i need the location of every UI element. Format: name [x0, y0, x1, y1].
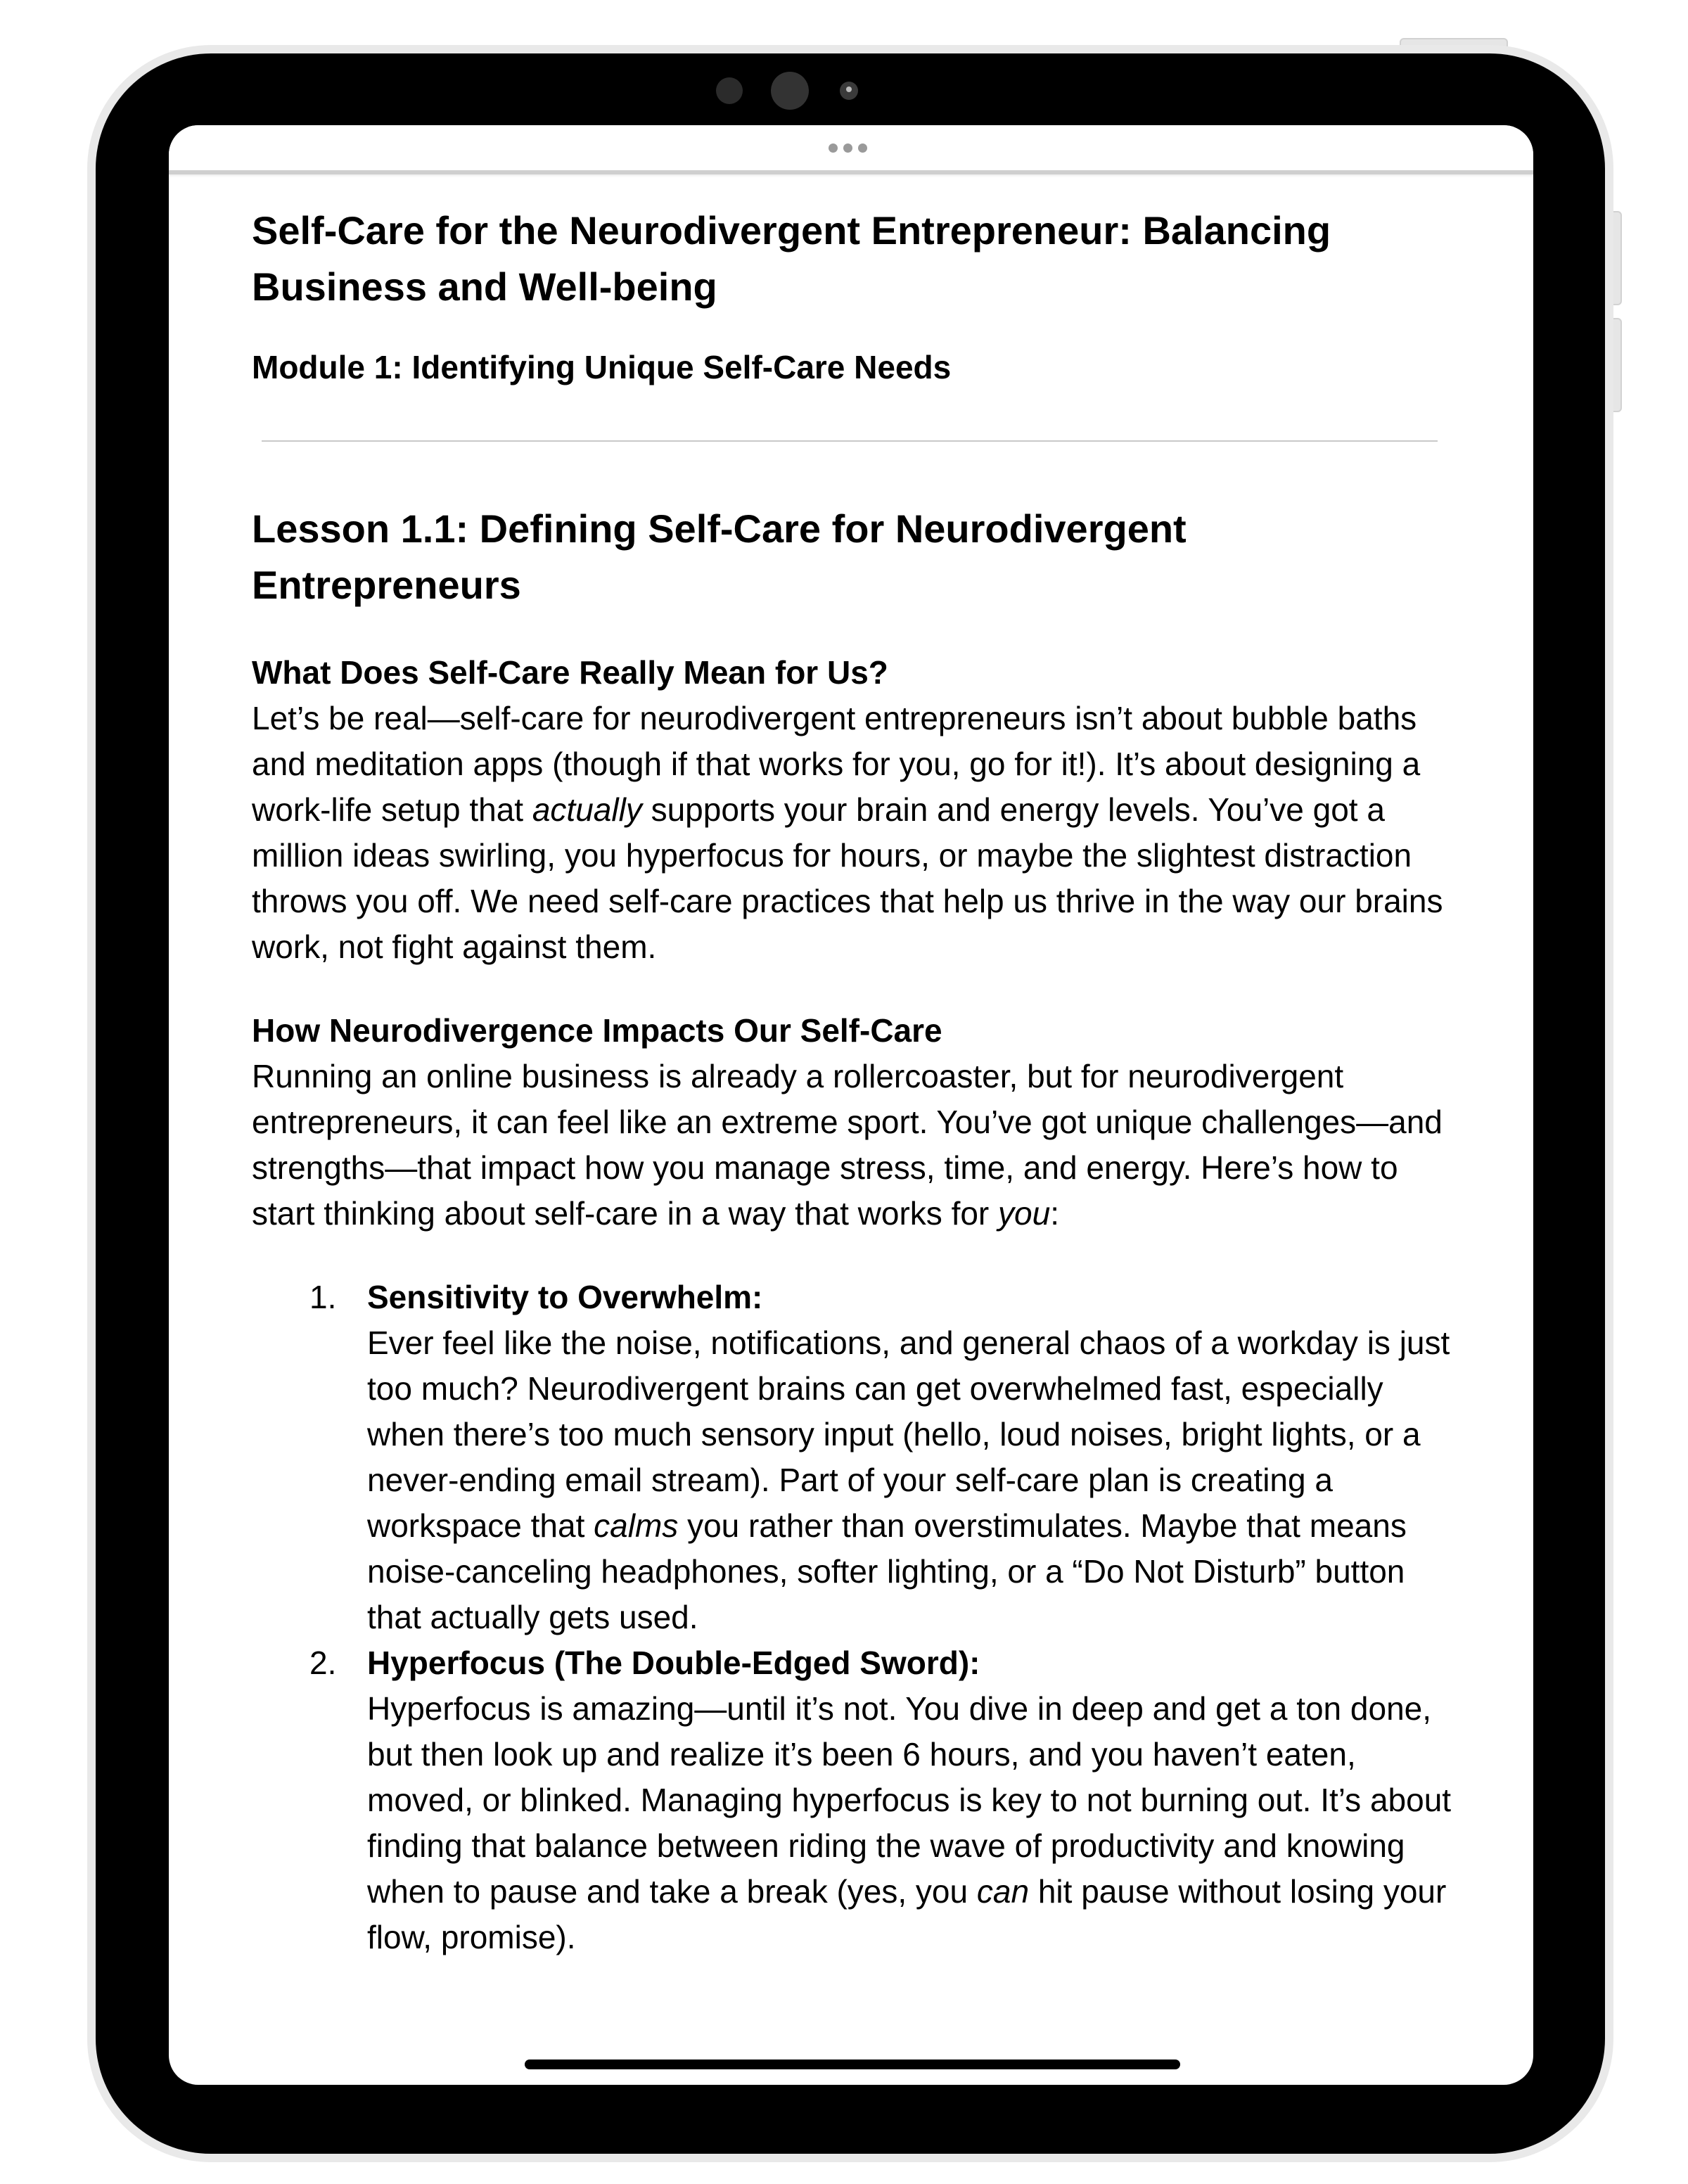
- list-item-text: Hyperfocus is amazing—until it’s not. You dive in deep and get a ton done, but then look up and realize it’s been 6 hours, and you haven’t eaten, moved, or blinked. Managing hyperfocus is key to not burning out. It’s about finding that balance between riding the wave of productivity and knowing when to pause and take a break (yes, you: [367, 1690, 1452, 1910]
- paragraph-text: :: [1050, 1195, 1059, 1232]
- section-heading: How Neurodivergence Impacts Our Self-Care: [252, 1012, 942, 1049]
- list-item-text: Ever feel like the noise, notifications, and general chaos of a workday is just too much? Neurodivergent brains can get overwhelmed fast, especially when there’s too much sensory input (hello, loud noises, bright lights, or a never-ending email stream). Part of your self-care plan is creating a workspace that: [367, 1324, 1450, 1544]
- more-options-icon[interactable]: [829, 143, 867, 153]
- section-neurodivergence-impacts: [252, 1008, 1462, 1237]
- section-paragraph: [252, 696, 1462, 970]
- numbered-list: [252, 1275, 1462, 1960]
- list-item-text: hit pause without losing your flow, promise).: [367, 1873, 1447, 1955]
- emphasis-text: actually: [532, 791, 642, 828]
- list-item-text: you rather than overstimulates. Maybe that means noise-canceling headphones, softer lighting, or a “Do Not Disturb” button that actually gets used.: [367, 1507, 1407, 1635]
- section-heading: What Does Self-Care Really Mean for Us?: [252, 654, 888, 691]
- sensor-icon: [716, 77, 743, 104]
- section-what-does-self-care-mean: [252, 650, 1462, 970]
- emphasis-text: you: [998, 1195, 1051, 1232]
- screen[interactable]: [169, 125, 1533, 2085]
- module-title: Module 1: Identifying Unique Self-Care Needs: [252, 349, 952, 385]
- paragraph-text: Running an online business is already a rollercoaster, but for neurodivergent entrepreneurs, it can feel like an extreme sport. You’ve got unique challenges—and strengths—that impact how you manage stress, time, and energy. Here’s how to start thinking about self-care in a way that works for: [252, 1058, 1443, 1232]
- paragraph-text: Let’s be real—self-care for neurodivergent entrepreneurs isn’t about bubble baths and meditation apps (though if that works for you, go for it!). It’s about designing a work-life setup that: [252, 700, 1421, 828]
- camera-lens-icon: [840, 82, 858, 100]
- list-number: 2.: [309, 1645, 337, 1681]
- emphasis-text: can: [976, 1873, 1030, 1910]
- horizontal-divider: [262, 440, 1438, 442]
- paragraph-text: supports your brain and energy levels. You’ve got a million ideas swirling, you hyperfocus for hours, or maybe the slightest distraction throws you off. We need self-care practices that help us thrive in the way our brains work, not fight against them.: [252, 791, 1443, 965]
- list-item: [252, 1275, 1462, 1640]
- lesson-title: Lesson 1.1: Defining Self-Care for Neurodivergent Entrepreneurs: [252, 506, 1187, 607]
- home-indicator[interactable]: [525, 2060, 1180, 2069]
- list-number: 1.: [309, 1279, 337, 1315]
- document-title: Self-Care for the Neurodivergent Entrepreneur: Balancing Business and Well-being: [252, 208, 1331, 309]
- document-content[interactable]: [252, 203, 1462, 1960]
- camera-icon: [771, 72, 809, 110]
- list-item-title: Sensitivity to Overwhelm:: [367, 1279, 763, 1315]
- list-item-title: Hyperfocus (The Double-Edged Sword):: [367, 1645, 980, 1681]
- emphasis-text: calms: [594, 1507, 679, 1544]
- list-item: [252, 1640, 1462, 1960]
- multitasking-bar: [169, 125, 1533, 174]
- section-paragraph: [252, 1054, 1462, 1237]
